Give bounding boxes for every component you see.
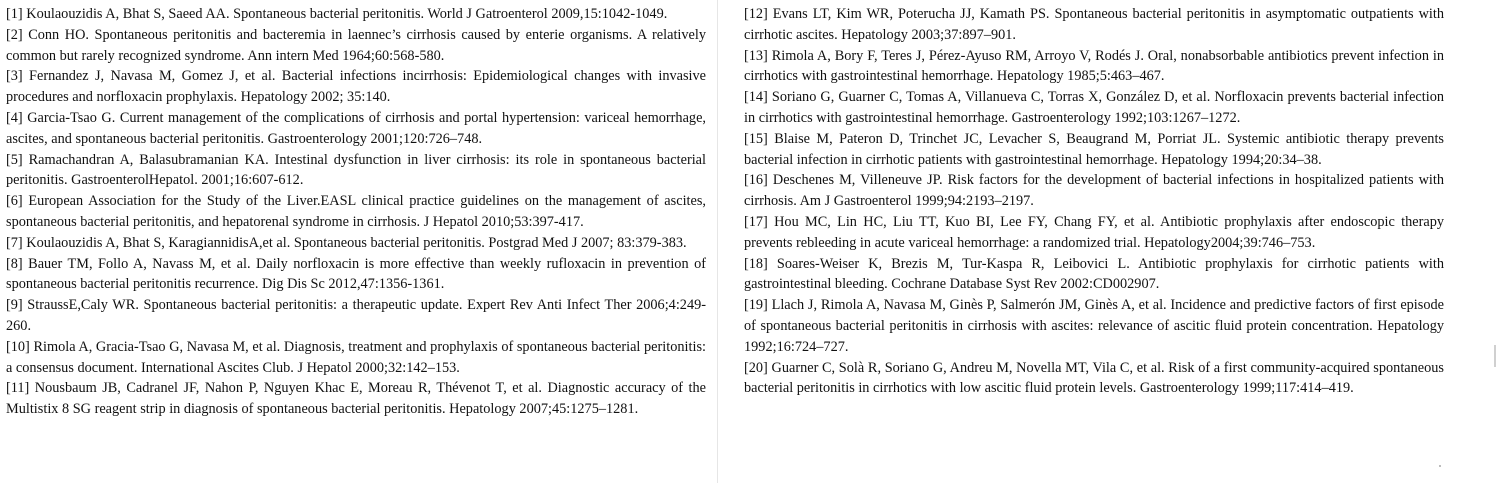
edge-scan-mark xyxy=(1494,345,1496,367)
scan-dot-mark xyxy=(1439,465,1441,467)
reference-item-4: [4] Garcia-Tsao G. Current management of the complications of cirrhosis and portal hypertension: variceal hemorrhage, ascites, and spontaneous bacterial peritonitis. Gastroenterology 2001;120:726–748. xyxy=(6,109,706,147)
reference-item-7: [7] Koulaouzidis A, Bhat S, KaragiannidisA,et al. Spontaneous bacterial peritonitis. Postgrad Med J 2007; 83:379-383. xyxy=(6,234,687,251)
reference-item-16: [16] Deschenes M, Villeneuve JP. Risk factors for the development of bacterial infections in hospitalized patients with cirrhosis. Am J Gastroenterol 1999;94:2193–2197. xyxy=(744,172,1444,210)
reference-item-1: [1] Koulaouzidis A, Bhat S, Saeed AA. Spontaneous bacterial peritonitis. World J Gatroenterol 2009,15:1042-1049. xyxy=(6,6,668,22)
reference-item-19: [19] Llach J, Rimola A, Navasa M, Ginès P, Salmerón JM, Ginès A, et al. Incidence and predictive factors of first episode of spontaneous bacterial peritonitis in cirrhosis with ascites: relevance of ascitic fluid protein concentration. Hepatology 1992;16:724–727. xyxy=(744,297,1444,355)
column-divider xyxy=(717,0,718,483)
reference-item-14: [14] Soriano G, Guarner C, Tomas A, Villanueva C, Torras X, González D, et al. Norfloxacin prevents bacterial infection in cirrhotics with gastrointestinal hemorrhage. Gastroenterology 1992;103:1267–1272. xyxy=(744,89,1444,126)
reference-item-5: [5] Ramachandran A, Balasubramanian KA. Intestinal dysfunction in liver cirrhosis: its role in spontaneous bacterial peritonitis. GastroenterolHepatol. 2001;16:607-612. xyxy=(6,151,706,189)
reference-item-11: [11] Nousbaum JB, Cadranel JF, Nahon P, Nguyen Khac E, Moreau R, Thévenot T, et al. Diagnostic accuracy of the Multistix 8 SG reagent strip in diagnosis of spontaneous bacterial peritonitis. Hepatology 2007;45:1275–1281. xyxy=(6,380,706,418)
reference-item-10: [10] Rimola A, Gracia-Tsao G, Navasa M, et al. Diagnosis, treatment and prophylaxis of spontaneous bacterial peritonitis: a consensus document. International Ascites Club. J Hepatol 2000;32:142–153. xyxy=(6,338,706,376)
reference-item-20: [20] Guarner C, Solà R, Soriano G, Andreu M, Novella MT, Vila C, et al. Risk of a first community-acquired spontaneous bacterial peritonitis in cirrhotics with low ascitic fluid protein levels. Gastroenterology 1999;117:414–419. xyxy=(744,359,1444,397)
reference-item-9: [9] StraussE,Caly WR. Spontaneous bacterial peritonitis: a therapeutic update. Expert Rev Anti Infect Ther 2006;4:249-260. xyxy=(6,297,706,334)
reference-item-15: [15] Blaise M, Pateron D, Trinchet JC, Levacher S, Beaugrand M, Porriat JL. Systemic antibiotic therapy prevents bacterial infection in cirrhotic patients with gastrointestinal hemorrhage. Hepatology 1994;20:34–38. xyxy=(744,130,1444,168)
reference-column-left xyxy=(6,4,706,420)
reference-item-3: [3] Fernandez J, Navasa M, Gomez J, et al. Bacterial infections incirrhosis: Epidemiological changes with invasive procedures and norfloxacin prophylaxis. Hepatology 2002; 35:140. xyxy=(6,68,706,106)
reference-item-2: [2] Conn HO. Spontaneous peritonitis and bacteremia in laennec’s cirrhosis caused by enterie organisms. A relatively common but rarely recognized syndrome. Ann intern Med 1964;60:568-580. xyxy=(6,26,706,64)
reference-item-17: [17] Hou MC, Lin HC, Liu TT, Kuo BI, Lee FY, Chang FY, et al. Antibiotic prophylaxis after endoscopic therapy prevents rebleeding in acute variceal hemorrhage: a randomized trial. Hepatology2004;39:746–753. xyxy=(744,213,1444,251)
reference-item-8: [8] Bauer TM, Follo A, Navass M, et al. Daily norfloxacin is more effective than weekly rufloxacin in prevention of spontaneous bacterial peritonitis recurrence. Dig Dis Sc 2012,47:1356-1361. xyxy=(6,255,706,293)
reference-column-right xyxy=(744,4,1444,399)
reference-item-12: [12] Evans LT, Kim WR, Poterucha JJ, Kamath PS. Spontaneous bacterial peritonitis in asymptomatic outpatients with cirrhotic ascites. Hepatology 2003;37:897–901. xyxy=(744,6,1444,43)
reference-item-18: [18] Soares-Weiser K, Brezis M, Tur-Kaspa R, Leibovici L. Antibiotic prophylaxis for cirrhotic patients with gastrointestinal bleeding. Cochrane Database Syst Rev 2002:CD002907. xyxy=(744,255,1444,293)
reference-item-13: [13] Rimola A, Bory F, Teres J, Pérez-Ayuso RM, Arroyo V, Rodés J. Oral, nonabsorbable antibiotics prevent infection in cirrhotics with gastrointestinal hemorrhage. Hepatology 1985;5:463–467. xyxy=(744,47,1444,85)
reference-item-6: [6] European Association for the Study of the Liver.EASL clinical practice guidelines on the management of ascites, spontaneous bacterial peritonitis, and hepatorenal syndrome in cirrhosis. J Hepatol 2010;53:397-417. xyxy=(6,193,706,230)
